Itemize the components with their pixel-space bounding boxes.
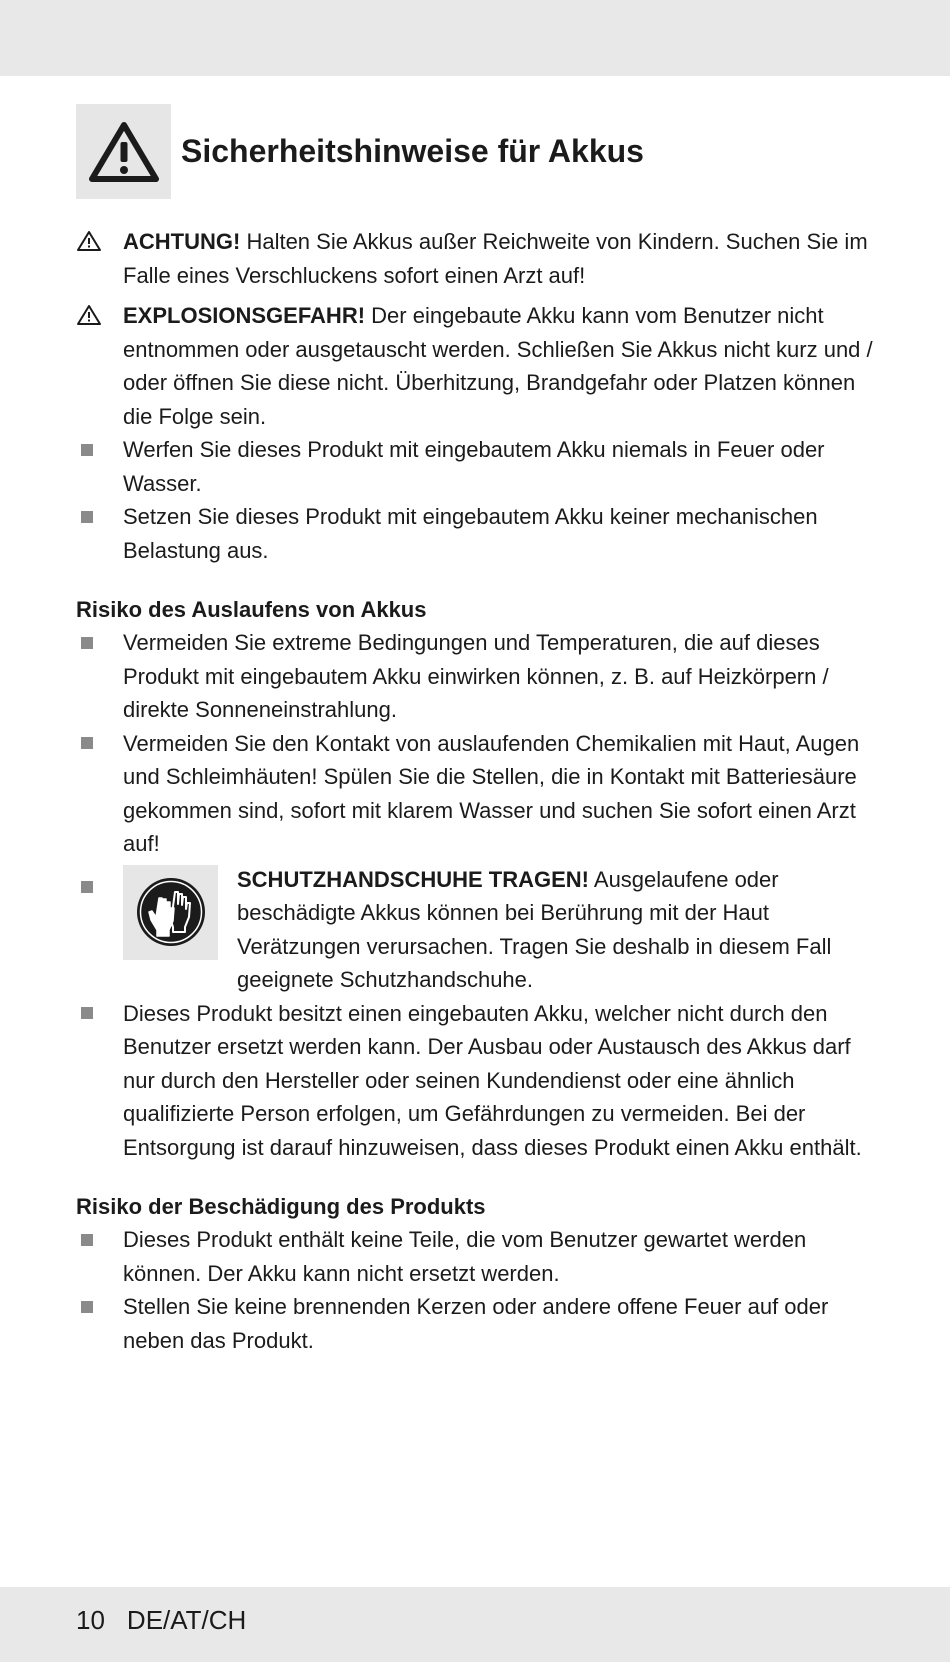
list-item (76, 1223, 876, 1290)
warning-label: ACHTUNG! (123, 229, 241, 254)
square-bullet-icon (81, 881, 93, 893)
title-icon-box (76, 104, 171, 199)
warning-triangle-icon (88, 120, 160, 184)
square-bullet-icon (81, 1007, 93, 1019)
list-item (76, 626, 876, 727)
gloves-warning-item (76, 863, 876, 997)
header-band (0, 0, 950, 76)
protective-gloves-icon (135, 876, 207, 948)
square-bullet-icon (81, 511, 93, 523)
list-item (76, 1290, 876, 1357)
list-item-text: Setzen Sie dieses Produkt mit eingebautem Akku keiner mechanischen Belastung aus. (123, 504, 818, 563)
list-item-text: Dieses Produkt besitzt einen eingebauten Akku, welcher nicht durch den Benutzer ersetzt werden kann. Der Ausbau oder Austausch des Akkus darf nur durch den Hersteller oder seinen Kundendienst oder eine ähnlich qualifizierte Person erfolgen, um Gefährdungen zu vermeiden. Bei der Entsorgung ist darauf hinzuweisen, dass dieses Produkt einen Akku enthält. (123, 1000, 862, 1160)
warning-label: EXPLOSIONSGEFAHR! (123, 303, 366, 328)
list-item (76, 500, 876, 567)
list-item (76, 433, 876, 500)
list-item-text: Vermeiden Sie den Kontakt von auslaufenden Chemikalien mit Haut, Augen und Schleimhäuten! Spülen Sie die Stellen, die in Kontakt mit Batteriesäure gekommen sind, sofort mit klarem Wasser und suchen Sie sofort einen Arzt auf! (123, 730, 860, 856)
square-bullet-icon (81, 444, 93, 456)
list-item-text: Vermeiden Sie extreme Bedingungen und Temperaturen, die auf dieses Produkt mit eingebautem Akku einwirken können, z. B. auf Heizkörpern / direkte Sonneneinstrahlung. (123, 630, 829, 722)
square-bullet-icon (81, 637, 93, 649)
gloves-warning-text-block (237, 863, 876, 997)
list-item-text: Werfen Sie dieses Produkt mit eingebautem Akku niemals in Feuer oder Wasser. (123, 437, 825, 496)
section-heading-leak: Risiko des Auslaufens von Akkus (76, 597, 427, 622)
list-item-text: Stellen Sie keine brennenden Kerzen oder andere offene Feuer auf oder neben das Produkt. (123, 1294, 829, 1353)
warning-item (76, 299, 876, 433)
warning-triangle-icon (76, 230, 102, 252)
square-bullet-icon (81, 1301, 93, 1313)
section-heading-damage: Risiko der Beschädigung des Produkts (76, 1194, 486, 1219)
region-label: DE/AT/CH (126, 1605, 247, 1635)
list-item (76, 727, 876, 861)
square-bullet-icon (81, 737, 93, 749)
title-row (76, 104, 876, 199)
square-bullet-icon (81, 1234, 93, 1246)
page-title: Sicherheitshinweise für Akkus (181, 133, 644, 169)
footer (76, 1605, 268, 1636)
list-item-text: Dieses Produkt enthält keine Teile, die vom Benutzer gewartet werden können. Der Akku kann nicht ersetzt werden. (123, 1227, 807, 1286)
page-number: 10 (76, 1605, 105, 1635)
gloves-warning-text: Ausgelaufene oder beschädigte Akkus können bei Berührung mit der Haut Verätzungen verursachen. Tragen Sie deshalb in diesem Fall geeignete Schutzhandschuhe. (237, 866, 832, 992)
gloves-warning-label: SCHUTZHANDSCHUHE TRAGEN! (237, 866, 589, 892)
gloves-icon-box (123, 865, 218, 960)
list-item (76, 997, 876, 1165)
warning-text: Der eingebaute Akku kann vom Benutzer nicht entnommen oder ausgetauscht werden. Schließen Sie Akkus nicht kurz und / oder öffnen Sie diese nicht. Überhitzung, Brandgefahr oder Platzen können die Folge sein. (123, 303, 873, 429)
page-content (76, 104, 876, 1357)
warning-text: Halten Sie Akkus außer Reichweite von Kindern. Suchen Sie im Falle eines Verschluckens sofort einen Arzt auf! (123, 229, 868, 288)
warning-item (76, 225, 876, 292)
warning-triangle-icon (76, 304, 102, 326)
